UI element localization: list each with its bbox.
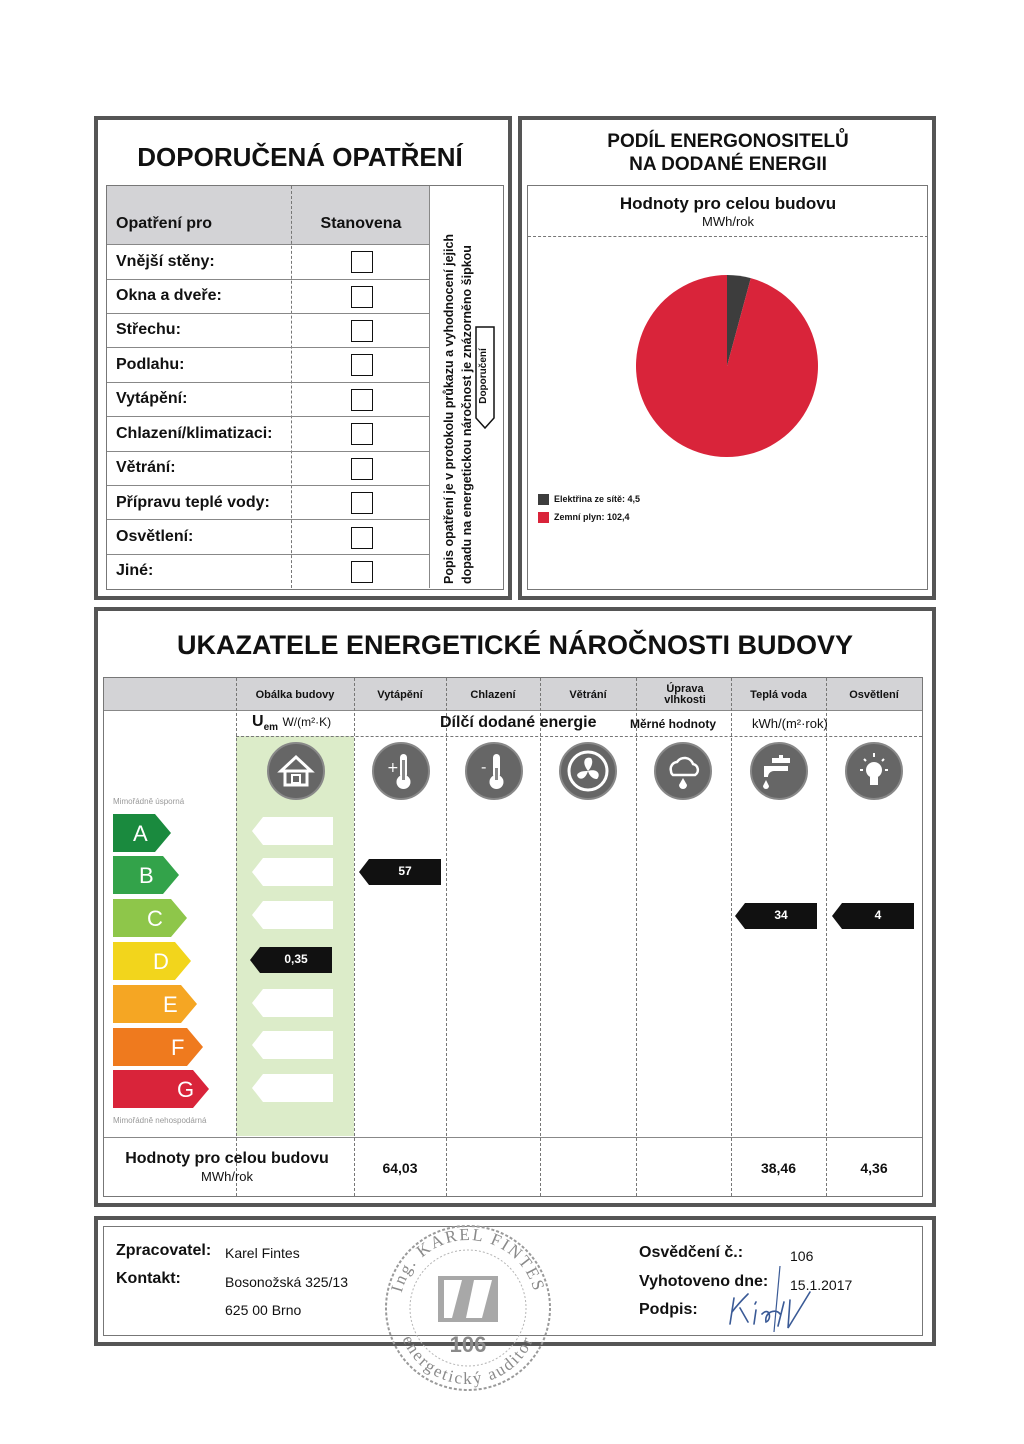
col-divider-right	[429, 186, 430, 588]
col-humidity: Úprava vlhkosti	[664, 683, 706, 706]
pie-unit: MWh/rok	[702, 214, 754, 229]
arrow-label	[476, 341, 492, 411]
checkbox-lighting[interactable]	[351, 527, 373, 549]
row-label: Jiné:	[116, 562, 154, 579]
units-bottom-line	[236, 736, 922, 737]
legend-swatch-electricity	[538, 494, 549, 505]
uem-sub: em	[263, 722, 279, 734]
certificate-label: Osvědčení č.:	[639, 1244, 744, 1261]
col-divider	[291, 186, 292, 588]
stamp-top-text: Ing. KAREL FINTES	[387, 1224, 549, 1295]
envelope-blank-arrow-g	[251, 1073, 335, 1103]
col-lighting: Osvětlení	[849, 688, 899, 701]
envelope-blank-arrow-e	[251, 988, 335, 1018]
thermometer-plus-icon	[372, 742, 430, 800]
humidity-icon	[654, 742, 712, 800]
side-note-text: Popis opatření je v protokolu průkazu a vyhodnocení jejich dopadu na energetickou náročnost je znázorněno šipkou	[442, 233, 474, 584]
uem-label	[252, 713, 331, 733]
row-label: Střechu:	[116, 321, 181, 338]
col-envelope: Obálka budovy	[255, 688, 335, 701]
row-label: Přípravu teplé vody:	[116, 494, 270, 511]
row-label: Větrání:	[116, 459, 176, 476]
date-value: 15.1.2017	[790, 1277, 853, 1293]
contact-label: Kontakt:	[116, 1270, 181, 1287]
pie-chart	[634, 273, 820, 459]
row-label: Chlazení/klimatizaci:	[116, 425, 273, 442]
indicators-title: UKAZATELE ENERGETICKÉ NÁROČNOSTI BUDOVY	[176, 630, 854, 660]
thermometer-minus-icon	[465, 742, 523, 800]
class-letter: B	[139, 863, 154, 888]
stamp-bottom-text: energetický auditor	[398, 1332, 538, 1389]
lighting-marker	[832, 903, 914, 929]
signature	[718, 1262, 828, 1342]
checkbox-heating[interactable]	[351, 389, 373, 411]
col-measure-header: Opatření pro	[116, 215, 213, 232]
envelope-marker	[250, 947, 332, 973]
checkbox-windows[interactable]	[351, 286, 373, 308]
col-ventilation: Větrání	[569, 688, 607, 701]
envelope-marker-value: 0,35	[284, 952, 308, 966]
arrow-label-text: Doporučení	[478, 348, 489, 404]
col-cooling: Chlazení	[470, 688, 516, 701]
light-bulb-icon	[845, 742, 903, 800]
heating-marker	[359, 859, 441, 885]
pie-subtitle: Hodnoty pro celou budovu	[619, 194, 837, 213]
envelope-blank-arrow-c	[251, 900, 335, 930]
processor-label: Zpracovatel:	[116, 1242, 212, 1259]
checkbox-ventilation[interactable]	[351, 458, 373, 480]
row-label: Osvětlení:	[116, 528, 194, 545]
envelope-blank-arrow-a	[251, 816, 335, 846]
row-label: Vytápění:	[116, 390, 188, 407]
row-label: Okna a dveře:	[116, 287, 222, 304]
contact-address-1: Bosonožská 325/13	[225, 1274, 348, 1290]
totals-unit: MWh/rok	[201, 1169, 253, 1184]
specific-values-unit: kWh/(m²·rok)	[752, 716, 828, 731]
lighting-marker-value: 4	[874, 908, 882, 922]
svg-text:-: -	[481, 758, 487, 776]
class-letter: F	[171, 1035, 185, 1060]
scale-bottom-label: Mimořádně nehospodárná	[113, 1116, 207, 1125]
certificate-number: 106	[790, 1248, 814, 1264]
legend-label-gas: Zemní plyn: 102,4	[554, 512, 630, 522]
envelope-blank-arrow-f	[251, 1030, 335, 1060]
hot-water-marker	[735, 903, 817, 929]
row-label: Vnější stěny:	[116, 253, 215, 270]
checkbox-hot-water[interactable]	[351, 492, 373, 514]
class-arrow-e	[113, 985, 203, 1023]
class-letter: G	[177, 1077, 195, 1102]
date-label: Vyhotoveno dne:	[639, 1273, 769, 1290]
pie-divider	[528, 236, 928, 237]
checkbox-roof[interactable]	[351, 320, 373, 342]
auditor-stamp	[378, 1218, 558, 1398]
stamp-number: 106	[449, 1332, 487, 1357]
class-arrow-a	[113, 814, 173, 852]
class-letter: D	[153, 949, 169, 974]
class-arrow-d	[113, 942, 197, 980]
uem-unit: W/(m²·K)	[282, 715, 332, 729]
processor-name: Karel Fintes	[225, 1245, 300, 1261]
contact-address-2: 625 00 Brno	[225, 1302, 302, 1318]
house-icon	[267, 742, 325, 800]
scale-top-label: Mimořádně úsporná	[113, 797, 185, 806]
checkbox-other[interactable]	[351, 561, 373, 583]
class-arrow-f	[113, 1028, 207, 1066]
checkbox-floor[interactable]	[351, 354, 373, 376]
envelope-blank-arrow-b	[251, 857, 335, 887]
side-note	[440, 204, 480, 584]
pie-slice-gas	[636, 275, 818, 457]
legend-swatch-gas	[538, 512, 549, 523]
legend-label-electricity: Elektřina ze sítě: 4,5	[554, 494, 641, 504]
water-tap-icon	[750, 742, 808, 800]
heating-marker-value: 57	[398, 864, 412, 878]
total-heating: 64,03	[382, 1160, 418, 1176]
class-letter: A	[133, 821, 148, 846]
class-letter: C	[147, 906, 163, 931]
row-label: Podlahu:	[116, 356, 185, 373]
class-letter: E	[163, 992, 178, 1017]
energy-share-title-2: NA DODANÉ ENERGII	[629, 154, 827, 175]
checkbox-cooling[interactable]	[351, 423, 373, 445]
class-arrow-c	[113, 899, 193, 937]
checkbox-walls[interactable]	[351, 251, 373, 273]
specific-values-label: Měrné hodnoty	[630, 717, 716, 731]
fan-icon	[559, 742, 617, 800]
energy-share-title-1: PODÍL ENERGONOSITELŮ	[607, 131, 849, 152]
svg-text:+: +	[387, 760, 399, 776]
recommended-measures-title: DOPORUČENÁ OPATŘENÍ	[137, 142, 463, 172]
partial-energy-title: Dílčí dodané energie	[440, 714, 597, 731]
signature-label: Podpis:	[639, 1301, 698, 1318]
col-hot-water: Teplá voda	[750, 688, 807, 701]
class-arrow-b	[113, 856, 183, 894]
header-bottom-line	[104, 710, 922, 711]
totals-top-line	[104, 1137, 922, 1138]
uem-u: U	[252, 713, 264, 730]
total-lighting: 4,36	[860, 1160, 888, 1176]
totals-label: Hodnoty pro celou budovu	[125, 1150, 329, 1167]
total-hot-water: 38,46	[760, 1160, 797, 1176]
col-heating: Vytápění	[377, 688, 423, 701]
class-arrow-g	[113, 1070, 215, 1108]
col-set-header: Stanovena	[320, 215, 402, 232]
hot-water-marker-value: 34	[774, 908, 788, 922]
